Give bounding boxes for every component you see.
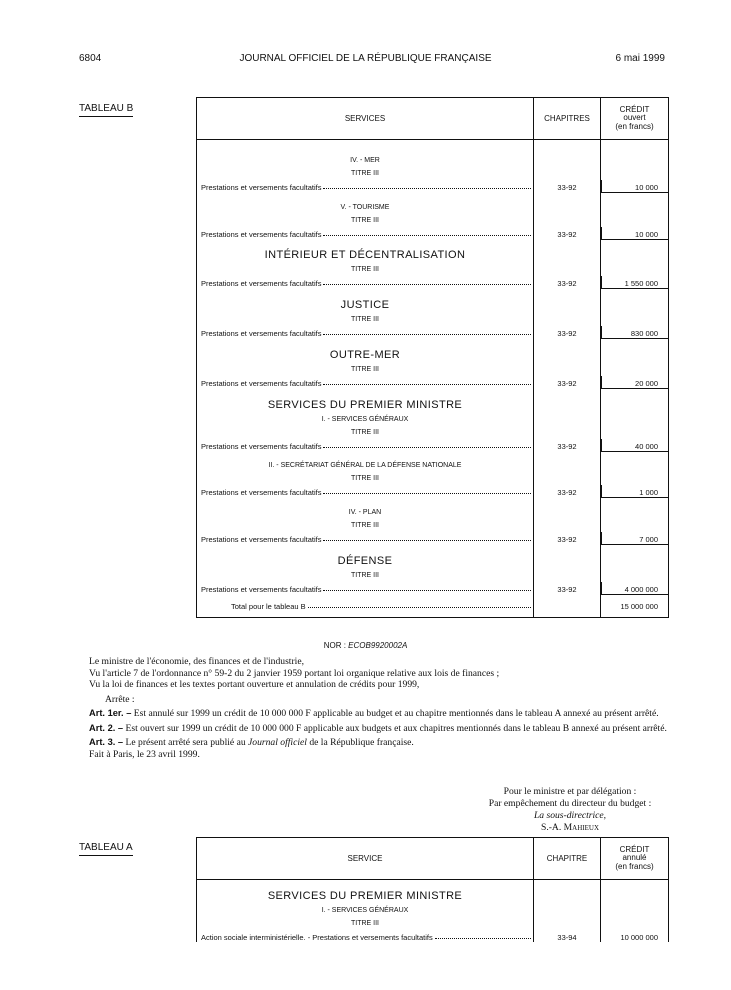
titre-label: TITRE III [351, 475, 379, 482]
tableau-b-tag: TABLEAU B [79, 103, 133, 117]
titre-label: TITRE III [351, 316, 379, 323]
signature-block [470, 786, 670, 834]
nor-reference: NOR : ECOB9920002A [323, 641, 408, 650]
issue-date: 6 mai 1999 [615, 53, 665, 64]
table-row [197, 498, 669, 545]
amount: 4 000 000 [601, 582, 668, 595]
titre-label: TITRE III [351, 522, 379, 529]
section-title: IV. - MER [350, 157, 380, 164]
table-row [197, 880, 669, 943]
total-row [197, 595, 669, 618]
section-title: I. - SERVICES GÉNÉRAUX [321, 907, 409, 914]
line-item: Prestations et versements facultatifs [197, 326, 533, 338]
table-row [197, 545, 669, 595]
section-title: IV. - PLAN [348, 509, 382, 516]
table-row [197, 140, 669, 194]
ministry-title: SERVICES DU PREMIER MINISTRE [267, 890, 463, 902]
amount: 40 000 [601, 439, 668, 452]
table-row [197, 389, 669, 452]
ministry-title: OUTRE-MER [329, 349, 401, 361]
total-label: Total pour le tableau B [227, 599, 533, 611]
col-chapitre: CHAPITRE [534, 838, 601, 880]
chapter-number: 33-92 [557, 230, 577, 239]
page-number: 6804 [79, 53, 102, 64]
line-item: Prestations et versements facultatifs [197, 376, 533, 388]
chapter-number: 33-92 [557, 329, 577, 338]
tableau-a [196, 837, 669, 942]
signing-date: Fait à Paris, le 23 avril 1999. [89, 748, 200, 760]
titre-label: TITRE III [351, 429, 379, 436]
ministry-title: INTÉRIEUR ET DÉCENTRALISATION [264, 249, 466, 261]
journal-title: JOURNAL OFFICIEL DE LA RÉPUBLIQUE FRANÇAISE [239, 53, 492, 64]
vu-line: Vu l'article 7 de l'ordonnance n° 59-2 du 2 janvier 1959 portant loi organique relative aux lois de finances ; [89, 667, 500, 679]
table-row [197, 339, 669, 389]
decree-text [89, 656, 667, 760]
minister-line: Le ministre de l'économie, des finances et de l'industrie, [89, 656, 304, 667]
amount: 830 000 [601, 326, 668, 339]
chapter-number: 33-94 [557, 933, 577, 942]
col-credit: CRÉDIT ouvert (en francs) [601, 98, 669, 140]
line-item: Prestations et versements facultatifs [197, 532, 533, 544]
col-credit: CRÉDIT annulé (en francs) [601, 838, 669, 880]
chapter-number: 33-92 [557, 183, 577, 192]
article-1: Art. 1er. – Est annulé sur 1999 un crédit de 10 000 000 F applicable au budget et au chapitre mentionnés dans le tableau A annexé au présent arrêté. [89, 708, 659, 719]
line-item: Prestations et versements facultatifs [197, 485, 533, 497]
total-amount: 15 000 000 [620, 602, 658, 611]
titre-label: TITRE III [351, 920, 379, 927]
amount: 7 000 [601, 532, 668, 545]
chapter-number: 33-92 [557, 442, 577, 451]
signatory-name: S.-A. Mahieux [540, 822, 599, 833]
tableau-a-tag: TABLEAU A [79, 842, 133, 856]
chapter-number: 33-92 [557, 535, 577, 544]
col-services: SERVICES [197, 98, 534, 140]
titre-label: TITRE III [351, 266, 379, 273]
line-item: Prestations et versements facultatifs [197, 227, 533, 239]
line-item: Prestations et versements facultatifs [197, 439, 533, 451]
chapter-number: 33-92 [557, 488, 577, 497]
section-title: II. - SECRÉTARIAT GÉNÉRAL DE LA DÉFENSE NATIONALE [268, 462, 462, 469]
table-row [197, 193, 669, 240]
titre-label: TITRE III [351, 170, 379, 177]
tableau-b [196, 97, 669, 618]
table-row [197, 289, 669, 339]
chapter-number: 33-92 [557, 279, 577, 288]
line-item: Prestations et versements facultatifs [197, 276, 533, 288]
arrete-label: Arrête : [105, 693, 135, 705]
amount: 1 550 000 [601, 276, 668, 289]
line-item: Prestations et versements facultatifs [197, 582, 533, 594]
article-3: Art. 3. – Le présent arrêté sera publié au Journal officiel de la République française. [89, 737, 414, 748]
amount: 20 000 [601, 376, 668, 389]
section-title: V. - TOURISME [340, 204, 390, 211]
vu-line: Vu la loi de finances et les textes portant ouverture et annulation de crédits pour 1999, [89, 679, 420, 690]
table-row [197, 452, 669, 498]
amount: 10 000 [601, 180, 668, 193]
chapter-number: 33-92 [557, 585, 577, 594]
titre-label: TITRE III [351, 217, 379, 224]
ministry-title: SERVICES DU PREMIER MINISTRE [267, 399, 463, 411]
section-title: I. - SERVICES GÉNÉRAUX [321, 416, 409, 423]
table-row [197, 240, 669, 289]
signature-role: La sous-directrice, [533, 810, 607, 821]
line-item: Prestations et versements facultatifs [197, 180, 533, 192]
amount: 10 000 [601, 227, 668, 240]
col-service: SERVICE [197, 838, 534, 880]
line-item: Action sociale interministérielle. - Prestations et versements facultatifs [197, 930, 533, 942]
ministry-title: DÉFENSE [337, 555, 393, 567]
ministry-title: JUSTICE [340, 299, 390, 311]
chapter-number: 33-92 [557, 379, 577, 388]
article-2: Art. 2. – Est ouvert sur 1999 un crédit de 10 000 000 F applicable aux budgets et aux chapitres mentionnés dans le tableau B annexé au présent arrêté. [89, 722, 667, 734]
signature-line: Par empêchement du directeur du budget : [488, 798, 652, 809]
col-chapitres: CHAPITRES [534, 98, 601, 140]
signature-line: Pour le ministre et par délégation : [503, 786, 637, 797]
amount: 1 000 [601, 485, 668, 498]
titre-label: TITRE III [351, 572, 379, 579]
amount: 10 000 000 [620, 933, 658, 942]
titre-label: TITRE III [351, 366, 379, 373]
